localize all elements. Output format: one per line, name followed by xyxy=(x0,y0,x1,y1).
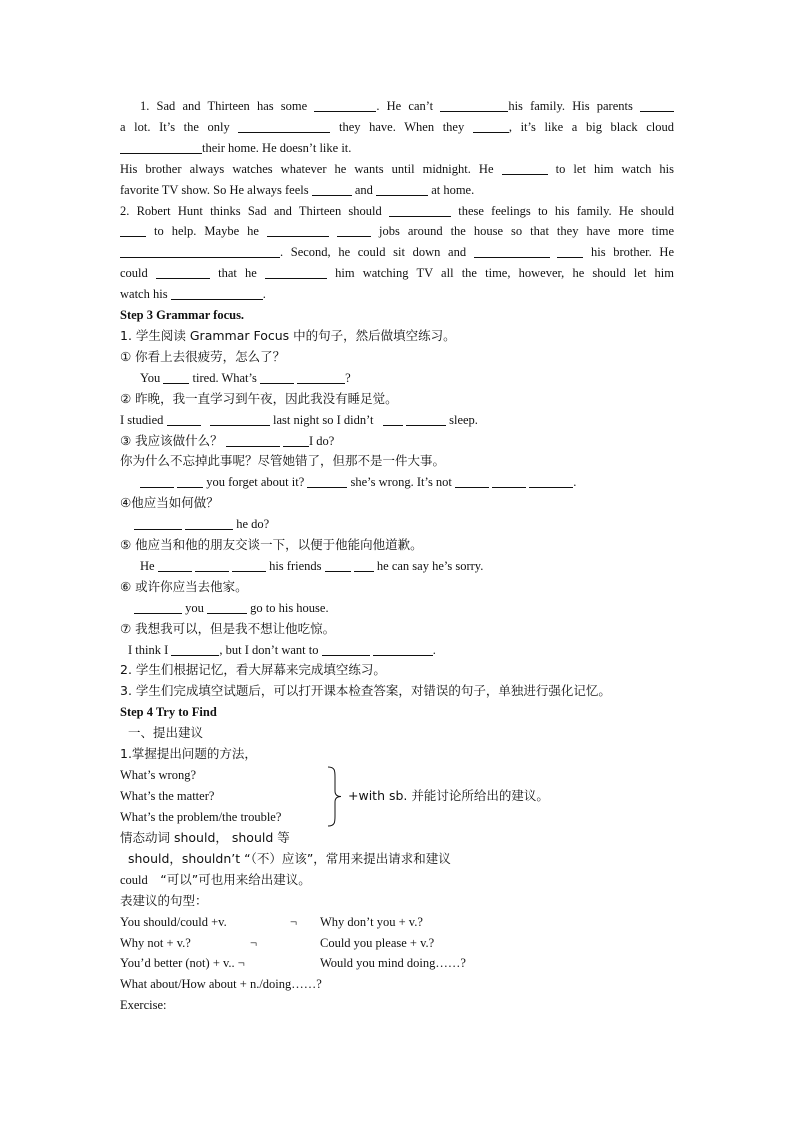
blank[interactable] xyxy=(492,474,526,488)
blank[interactable] xyxy=(207,600,247,614)
blank[interactable] xyxy=(337,223,371,237)
blank[interactable] xyxy=(260,370,294,384)
q7-chinese: ⑦ 我想我可以，但是我不想让他吃惊。 xyxy=(120,620,336,636)
blank[interactable] xyxy=(210,412,270,426)
blank[interactable] xyxy=(373,642,433,656)
exercise-label: Exercise: xyxy=(120,998,167,1013)
blank[interactable] xyxy=(134,600,182,614)
blank[interactable] xyxy=(265,265,327,279)
passage-line-1: 1. Sad and Thirteen has some . He can’t his family. His parents xyxy=(120,96,674,117)
pattern-row: What about/How about + n./doing……? xyxy=(120,977,322,992)
pattern-row: You should/could +v. ¬ Why don’t you + v.? xyxy=(120,914,423,929)
modal-line-3: could “可以”可也用来给出建议。 xyxy=(120,871,311,887)
blank[interactable] xyxy=(455,474,489,488)
brace-icon xyxy=(325,765,345,828)
question-item: What’s wrong? xyxy=(120,768,197,782)
blank[interactable] xyxy=(156,265,210,279)
blank[interactable] xyxy=(383,412,403,426)
blank[interactable] xyxy=(167,412,201,426)
step3-point-2: 2. 学生们根据记忆，看大屏幕来完成填空练习。 xyxy=(120,662,386,678)
blank[interactable] xyxy=(120,244,280,258)
step4-heading: Step 4 Try to Find xyxy=(120,705,217,720)
passage-line-4: His brother always watches whatever he wants until midnight. He to let him watch his xyxy=(120,161,674,176)
blank[interactable] xyxy=(283,433,309,447)
step3-heading: Step 3 Grammar focus. xyxy=(120,308,245,323)
passage-line-9: could that he him watching TV all the time, however, he should let him xyxy=(120,266,674,281)
step4-sub1: 一、提出建议 xyxy=(128,725,204,741)
q6-chinese: ⑥ 或许你应当去他家。 xyxy=(120,578,248,594)
blank[interactable] xyxy=(195,558,229,572)
step4-sub2: 1.掌握提出问题的方法， xyxy=(120,746,257,762)
q1-chinese: ① 你看上去很疲劳，怎么了？ xyxy=(120,348,286,364)
passage-line-10: watch his . xyxy=(120,287,266,302)
blank[interactable] xyxy=(140,474,174,488)
modal-line-1: 情态动词 should， should 等 xyxy=(120,830,290,845)
blank[interactable] xyxy=(238,119,330,133)
blank[interactable] xyxy=(171,286,263,300)
blank[interactable] xyxy=(120,223,146,237)
blank[interactable] xyxy=(502,161,548,175)
blank[interactable] xyxy=(171,642,219,656)
blank[interactable] xyxy=(376,182,428,196)
blank[interactable] xyxy=(557,244,583,258)
pattern-row: Why not + v.? ¬ Could you please + v.? xyxy=(120,935,435,950)
q3-line: ③ 我应该做什么？ I do? xyxy=(120,432,335,448)
q1-english: You tired. What’s ? xyxy=(140,370,351,385)
passage-line-2: a lot. It’s the only they have. When they , it’s like a big black cloud xyxy=(120,119,674,134)
patterns-title: 表建议的句型： xyxy=(120,892,208,908)
q3b-english: you forget about it? she’s wrong. It’s not . xyxy=(120,472,674,493)
blank[interactable] xyxy=(267,223,329,237)
q2-english: I studied last night so I didn’t sleep. xyxy=(120,412,478,427)
blank[interactable] xyxy=(473,119,509,133)
blank[interactable] xyxy=(312,182,352,196)
step3-intro: 1. 学生阅读 Grammar Focus 中的句子，然后做填空练习。 xyxy=(120,327,456,343)
blank[interactable] xyxy=(389,203,451,217)
blank[interactable] xyxy=(474,244,550,258)
blank[interactable] xyxy=(322,642,370,656)
blank[interactable] xyxy=(226,433,280,447)
q6-english: you go to his house. xyxy=(120,598,674,619)
blank[interactable] xyxy=(232,558,266,572)
passage-line-3: their home. He doesn’t like it. xyxy=(120,138,674,159)
blank[interactable] xyxy=(406,412,446,426)
passage-line-8: . Second, he could sit down and his brother. He xyxy=(120,242,674,263)
blank[interactable] xyxy=(120,140,202,154)
blank[interactable] xyxy=(185,516,233,530)
blank[interactable] xyxy=(440,98,508,112)
blank[interactable] xyxy=(177,474,203,488)
blank[interactable] xyxy=(529,474,573,488)
blank[interactable] xyxy=(163,370,189,384)
blank[interactable] xyxy=(354,558,374,572)
blank[interactable] xyxy=(158,558,192,572)
q4-english: he do? xyxy=(120,514,674,535)
q5-english: He his friends he can say he’s sorry. xyxy=(140,558,484,573)
blank[interactable] xyxy=(314,98,376,112)
passage-line-6: 2. Robert Hunt thinks Sad and Thirteen should these feelings to his family. He should xyxy=(120,203,674,218)
step3-point-3: 3. 学生们完成填空试题后，可以打开课本检查答案，对错误的句子，单独进行强化记忆。 xyxy=(120,683,611,699)
q3b-chinese: 你为什么不忘掉此事呢？尽管她错了，但那不是一件大事。 xyxy=(120,453,446,469)
question-item: What’s the problem/the trouble? xyxy=(120,810,282,824)
q7-english: I think I , but I don’t want to . xyxy=(128,642,436,657)
blank[interactable] xyxy=(307,474,347,488)
document-page xyxy=(120,96,674,1016)
q4-chinese: ④他应当如何做？ xyxy=(120,495,219,511)
question-item: What’s the matter? xyxy=(120,789,215,803)
blank[interactable] xyxy=(134,516,182,530)
blank[interactable] xyxy=(297,370,345,384)
q5-chinese: ⑤ 他应当和他的朋友交谈一下，以便于他能向他道歉。 xyxy=(120,537,423,553)
brace-note: +with sb. 并能讨论所给出的建议。 xyxy=(348,788,549,803)
q2-chinese: ② 昨晚，我一直学习到午夜，因此我没有睡足觉。 xyxy=(120,390,398,406)
passage-line-5: favorite TV show. So He always feels and at home. xyxy=(120,182,475,197)
question-brace-group xyxy=(120,765,674,828)
pattern-row: You’d better (not) + v.. ¬ Would you mind doing……? xyxy=(120,956,466,971)
passage-line-7: to help. Maybe he jobs around the house so that they have more time xyxy=(120,221,674,242)
blank[interactable] xyxy=(325,558,351,572)
modal-line-2: should，shouldn’t “（不）应该”，常用来提出请求和建议 xyxy=(128,850,451,866)
blank[interactable] xyxy=(640,98,674,112)
